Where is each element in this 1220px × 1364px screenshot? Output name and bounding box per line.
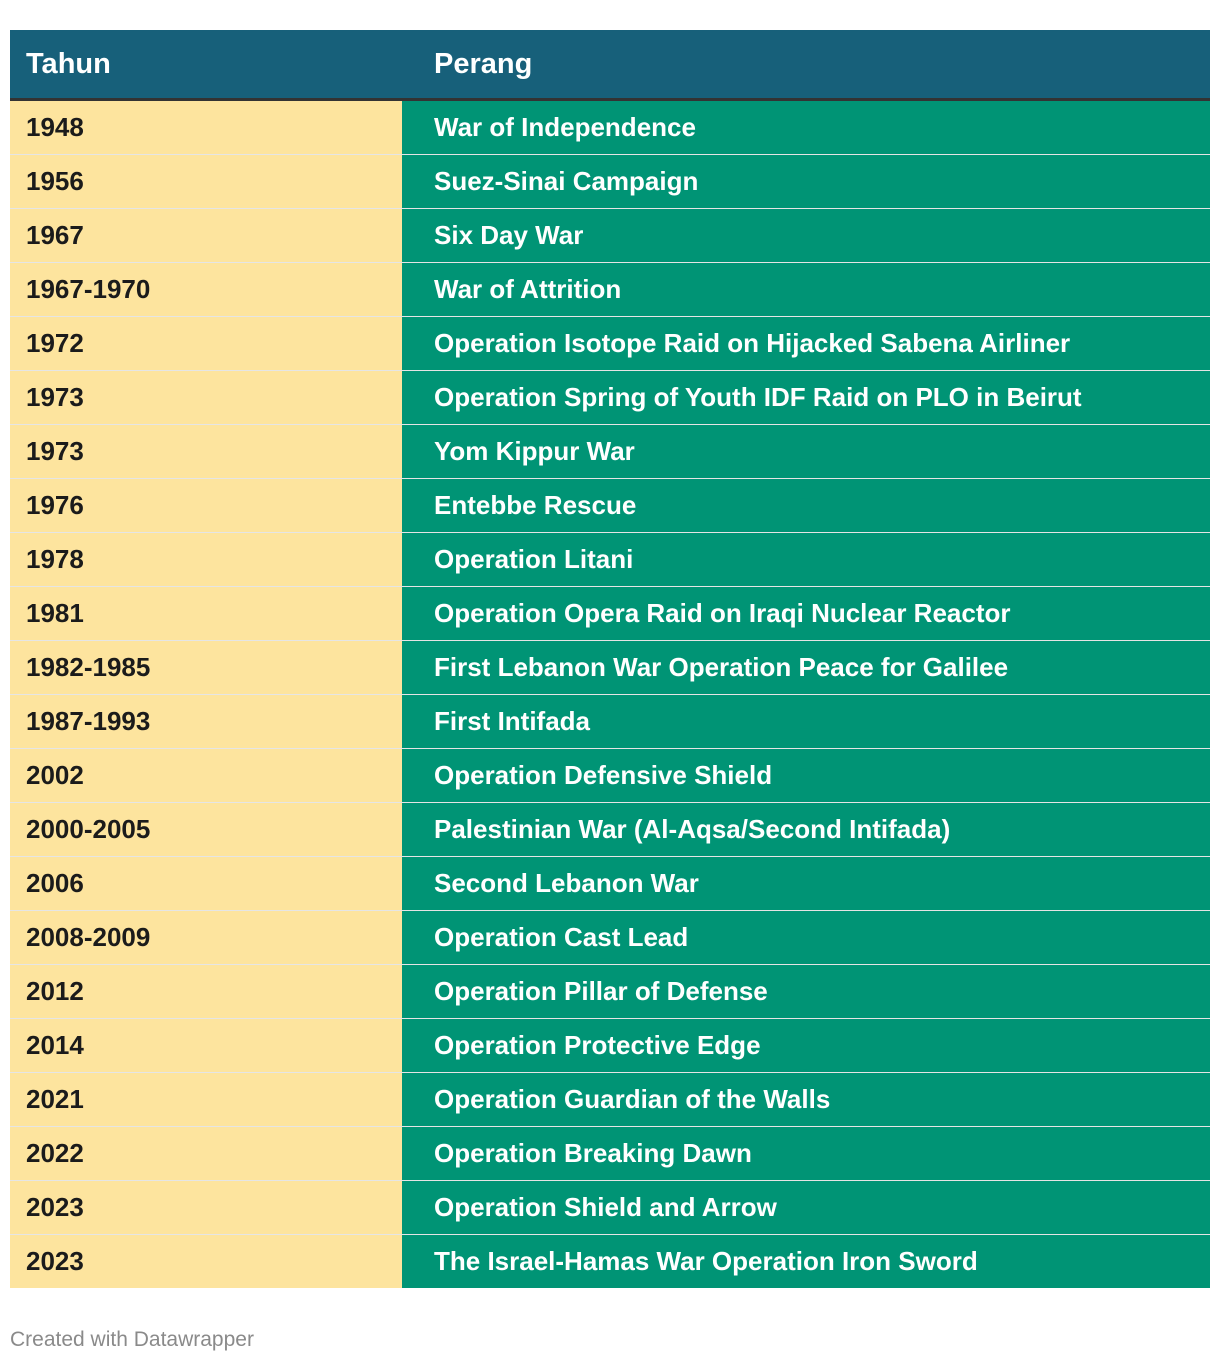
table-row xyxy=(10,749,1210,803)
table-row xyxy=(10,641,1210,695)
war-cell: Operation Guardian of the Walls xyxy=(402,1073,1210,1127)
column-header-year[interactable]: Tahun xyxy=(10,30,402,100)
war-cell: Operation Defensive Shield xyxy=(402,749,1210,803)
year-cell: 1982-1985 xyxy=(10,641,402,695)
table-row xyxy=(10,1073,1210,1127)
table-row xyxy=(10,479,1210,533)
war-cell: First Intifada xyxy=(402,695,1210,749)
year-cell: 2008-2009 xyxy=(10,911,402,965)
table-row xyxy=(10,965,1210,1019)
year-cell: 1948 xyxy=(10,100,402,155)
war-cell: Operation Protective Edge xyxy=(402,1019,1210,1073)
year-cell: 1967 xyxy=(10,209,402,263)
table-row xyxy=(10,1235,1210,1289)
war-cell: Yom Kippur War xyxy=(402,425,1210,479)
year-cell: 1987-1993 xyxy=(10,695,402,749)
war-cell: Operation Opera Raid on Iraqi Nuclear Reactor xyxy=(402,587,1210,641)
war-cell: Operation Isotope Raid on Hijacked Sabena Airliner xyxy=(402,317,1210,371)
year-cell: 2002 xyxy=(10,749,402,803)
table-row xyxy=(10,1181,1210,1235)
war-cell: Operation Shield and Arrow xyxy=(402,1181,1210,1235)
year-cell: 1981 xyxy=(10,587,402,641)
war-cell: Six Day War xyxy=(402,209,1210,263)
year-cell: 1973 xyxy=(10,371,402,425)
header-row xyxy=(10,30,1210,100)
year-cell: 2012 xyxy=(10,965,402,1019)
table-row xyxy=(10,803,1210,857)
table-row xyxy=(10,155,1210,209)
table-row xyxy=(10,263,1210,317)
war-cell: Operation Cast Lead xyxy=(402,911,1210,965)
war-cell: First Lebanon War Operation Peace for Galilee xyxy=(402,641,1210,695)
table-row xyxy=(10,695,1210,749)
war-cell: War of Attrition xyxy=(402,263,1210,317)
table-row xyxy=(10,857,1210,911)
table-row xyxy=(10,1019,1210,1073)
table-row xyxy=(10,100,1210,155)
year-cell: 1973 xyxy=(10,425,402,479)
war-cell: Second Lebanon War xyxy=(402,857,1210,911)
table-row xyxy=(10,425,1210,479)
column-header-war[interactable]: Perang xyxy=(402,30,1210,100)
year-cell: 1978 xyxy=(10,533,402,587)
wars-table xyxy=(10,30,1210,1288)
war-cell: Operation Litani xyxy=(402,533,1210,587)
war-cell: Operation Spring of Youth IDF Raid on PLO in Beirut xyxy=(402,371,1210,425)
year-cell: 2023 xyxy=(10,1235,402,1289)
year-cell: 1972 xyxy=(10,317,402,371)
year-cell: 1976 xyxy=(10,479,402,533)
year-cell: 2021 xyxy=(10,1073,402,1127)
table-row xyxy=(10,587,1210,641)
war-cell: The Israel-Hamas War Operation Iron Sword xyxy=(402,1235,1210,1289)
war-cell: Entebbe Rescue xyxy=(402,479,1210,533)
war-cell: War of Independence xyxy=(402,100,1210,155)
war-cell: Operation Pillar of Defense xyxy=(402,965,1210,1019)
year-cell: 1956 xyxy=(10,155,402,209)
table-row xyxy=(10,317,1210,371)
war-cell: Operation Breaking Dawn xyxy=(402,1127,1210,1181)
table-body xyxy=(10,100,1210,1289)
year-cell: 1967-1970 xyxy=(10,263,402,317)
year-cell: 2023 xyxy=(10,1181,402,1235)
table-row xyxy=(10,533,1210,587)
war-cell: Suez-Sinai Campaign xyxy=(402,155,1210,209)
table-row xyxy=(10,1127,1210,1181)
table-row xyxy=(10,209,1210,263)
year-cell: 2006 xyxy=(10,857,402,911)
table-row xyxy=(10,911,1210,965)
table-row xyxy=(10,371,1210,425)
year-cell: 2014 xyxy=(10,1019,402,1073)
table-header xyxy=(10,30,1210,100)
year-cell: 2000-2005 xyxy=(10,803,402,857)
war-cell: Palestinian War (Al-Aqsa/Second Intifada) xyxy=(402,803,1210,857)
year-cell: 2022 xyxy=(10,1127,402,1181)
datawrapper-credit: Created with Datawrapper xyxy=(10,1328,254,1351)
wars-table-container xyxy=(10,30,1210,1288)
